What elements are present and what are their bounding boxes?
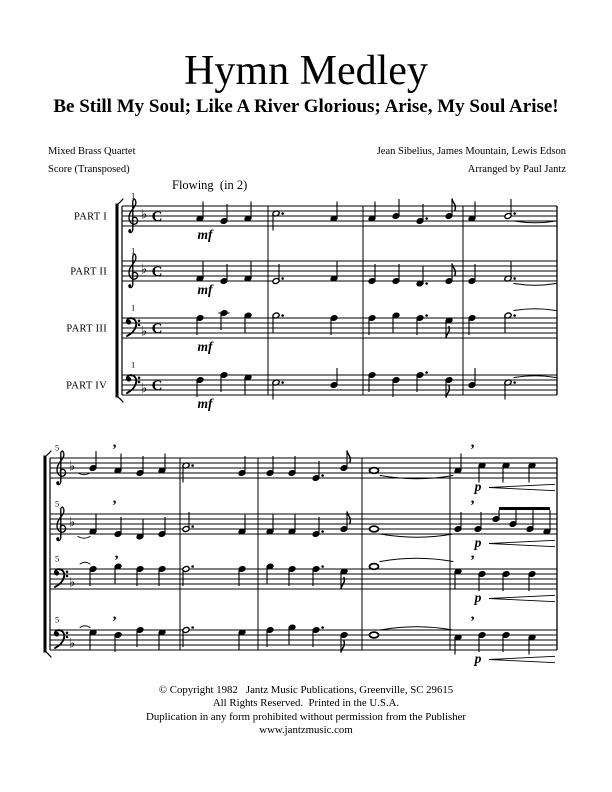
measure-number: 5 [55,553,60,564]
flat-key-signature: ♭ [68,458,76,475]
bracket-tip [118,397,123,402]
tie [80,626,90,628]
bass-clef-icon [66,570,69,573]
augmentation-dot [191,464,194,467]
treble-clef-icon [129,229,132,232]
breath-mark: ’ [470,442,475,458]
common-time-signature: C [151,208,163,225]
tie [78,537,90,539]
whole-note [370,564,379,570]
tempo-marking: Flowing (in 2) [172,178,248,192]
crescendo-hairpin [489,484,555,487]
measure-number: 1 [131,302,136,313]
augmentation-dot [281,277,284,280]
augmentation-dot [513,212,516,215]
breath-mark: ’ [112,442,117,458]
measure-number: 5 [55,498,60,509]
part-label: PART IV [66,380,107,392]
common-time-signature: C [151,320,163,337]
whole-note [370,468,379,474]
augmentation-dot [425,217,428,220]
arranger: Arranged by Paul Jantz [467,163,566,175]
duplication-line: Duplication in any form prohibited without permission from the Publisher [146,710,466,723]
crescendo-hairpin [489,595,555,598]
bass-clef-icon [66,631,69,634]
tie [514,284,556,286]
tie [514,309,556,311]
augmentation-dot [321,474,324,477]
website-line: www.jantzmusic.com [259,724,353,737]
measure-number: 1 [131,190,136,201]
crescendo-hairpin [489,544,555,547]
treble-clef-icon [57,537,60,540]
treble-clef-icon [57,507,66,537]
crescendo-hairpin [489,540,555,543]
augmentation-dot [281,314,284,317]
measure-number: 1 [131,359,136,370]
treble-clef-icon [57,451,66,481]
augmentation-dot [281,212,284,215]
measure-number: 5 [55,442,60,453]
breath-mark: ’ [112,614,117,630]
footer [0,684,612,738]
bass-clef-icon [138,319,141,322]
whole-note [370,632,379,638]
score-type: Score (Transposed) [48,163,130,175]
augmentation-dot [321,530,324,533]
piece-title: Hymn Medley [184,48,428,94]
breath-mark: ’ [112,498,117,514]
augmentation-dot [191,626,194,629]
breath-mark: ’ [470,498,475,514]
augmentation-dot [425,371,428,374]
flat-key-signature: ♭ [68,514,76,531]
flat-key-signature: ♭ [140,380,148,397]
measure-number: 1 [131,245,136,256]
augmentation-dot [425,282,428,285]
dynamic-marking: p [474,590,482,605]
augmentation-dot [321,626,324,629]
flat-key-signature: ♭ [68,635,76,652]
dynamic-marking: mf [197,282,213,297]
part-label: PART III [66,323,107,335]
copyright-line: © Copyright 1982 Jantz Music Publications, Greenville, SC 29615 [158,684,454,696]
part-label: PART II [70,266,107,278]
bracket-tip [118,199,123,204]
bass-clef-icon [138,376,141,379]
augmentation-dot [425,314,428,317]
crescendo-hairpin [489,660,555,663]
augmentation-dot [281,381,284,384]
augmentation-dot [513,277,516,280]
dynamic-marking: mf [197,227,213,242]
dynamic-marking: p [474,651,482,666]
flat-key-signature: ♭ [140,206,148,223]
dynamic-marking: mf [197,339,213,354]
measure-number: 5 [55,614,60,625]
flat-key-signature: ♭ [140,261,148,278]
flat-key-signature: ♭ [140,323,148,340]
tie [514,376,556,378]
dynamic-marking: p [474,479,482,494]
treble-clef-icon [57,481,60,484]
tie [80,562,90,564]
rights-line: All Rights Reserved. Printed in the U.S.A. [212,697,400,710]
augmentation-dot [191,565,194,568]
augmentation-dot [513,381,516,384]
crescendo-hairpin [489,656,555,659]
dynamic-marking: p [474,535,482,550]
tie [380,627,453,630]
composers: Jean Sibelius, James Mountain, Lewis Edson [376,146,566,157]
piece-subtitle: Be Still My Soul; Like A River Glorious; Arise, My Soul Arise! [53,96,559,117]
crescendo-hairpin [489,488,555,491]
augmentation-dot [191,525,194,528]
instrumentation: Mixed Brass Quartet [48,146,136,157]
breath-mark: ’ [114,553,119,569]
crescendo-hairpin [489,599,555,602]
tie [380,534,453,537]
common-time-signature: C [151,263,163,280]
augmentation-dot [513,314,516,317]
treble-clef-icon [129,199,138,229]
treble-clef-icon [129,284,132,287]
common-time-signature: C [151,377,163,394]
augmentation-dot [321,565,324,568]
breath-mark: ’ [470,614,475,630]
bracket-tip [46,451,51,456]
bracket-tip [46,652,51,657]
treble-clef-icon [129,254,138,284]
tie [380,558,453,561]
flat-key-signature: ♭ [68,574,76,591]
dynamic-marking: mf [197,396,213,411]
part-label: PART I [74,211,107,223]
whole-note [370,526,379,532]
breath-mark: ’ [470,553,475,569]
